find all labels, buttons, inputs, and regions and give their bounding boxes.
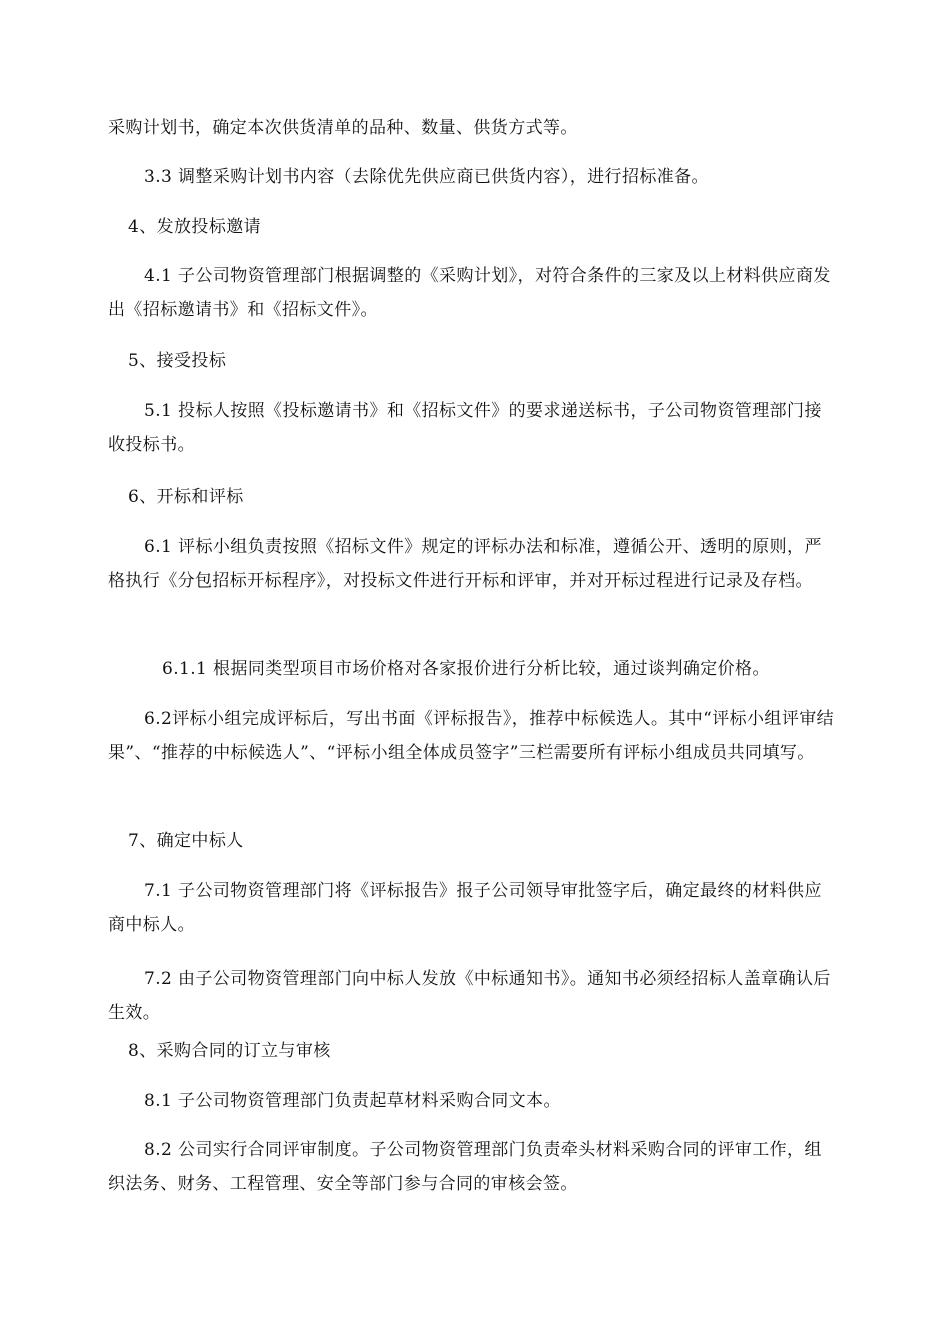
paragraph-6-1-1: 6.1.1 根据同类型项目市场价格对各家报价进行分析比较，通过谈判确定价格。: [162, 659, 770, 679]
heading-7: 7、确定中标人: [128, 831, 244, 851]
paragraph-6-1: 6.1 评标小组负责按照《招标文件》规定的评标办法和标准，遵循公开、透明的原则，严格执行《分包招标开标程序》，对投标文件进行开标和评审，并对开标过程进行记录及存档。: [108, 537, 822, 591]
heading-5: 5、接受投标: [128, 351, 227, 371]
paragraph-4-1: 4.1 子公司物资管理部门根据调整的《采购计划》，对符合条件的三家及以上材料供应商发出《招标邀请书》和《招标文件》。: [108, 266, 831, 320]
paragraph-6-2: 6.2评标小组完成评标后，写出书面《评标报告》，推荐中标候选人。其中“评标小组评审结果”、“推荐的中标候选人”、“评标小组全体成员签字”三栏需要所有评标小组成员共同填写。: [108, 709, 835, 763]
paragraph-3-3: 3.3 调整采购计划书内容（去除优先供应商已供货内容），进行招标准备。: [144, 167, 709, 187]
heading-6: 6、开标和评标: [128, 487, 244, 507]
paragraph-7-1: 7.1 子公司物资管理部门将《评标报告》报子公司领导审批签字后，确定最终的材料供应商中标人。: [108, 881, 822, 935]
heading-8: 8、采购合同的订立与审核: [128, 1041, 331, 1061]
paragraph-continuation: 采购计划书，确定本次供货清单的品种、数量、供货方式等。: [108, 118, 578, 138]
paragraph-8-2: 8.2 公司实行合同评审制度。子公司物资管理部门负责牵头材料采购合同的评审工作，组织法务、财务、工程管理、安全等部门参与合同的审核会签。: [108, 1140, 822, 1194]
paragraph-8-1: 8.1 子公司物资管理部门负责起草材料采购合同文本。: [144, 1091, 561, 1111]
heading-4: 4、发放投标邀请: [128, 217, 262, 237]
paragraph-7-2: 7.2 由子公司物资管理部门向中标人发放《中标通知书》。通知书必须经招标人盖章确认后生效。: [108, 969, 831, 1023]
paragraph-5-1: 5.1 投标人按照《投标邀请书》和《招标文件》的要求递送标书，子公司物资管理部门接收投标书。: [108, 401, 822, 455]
